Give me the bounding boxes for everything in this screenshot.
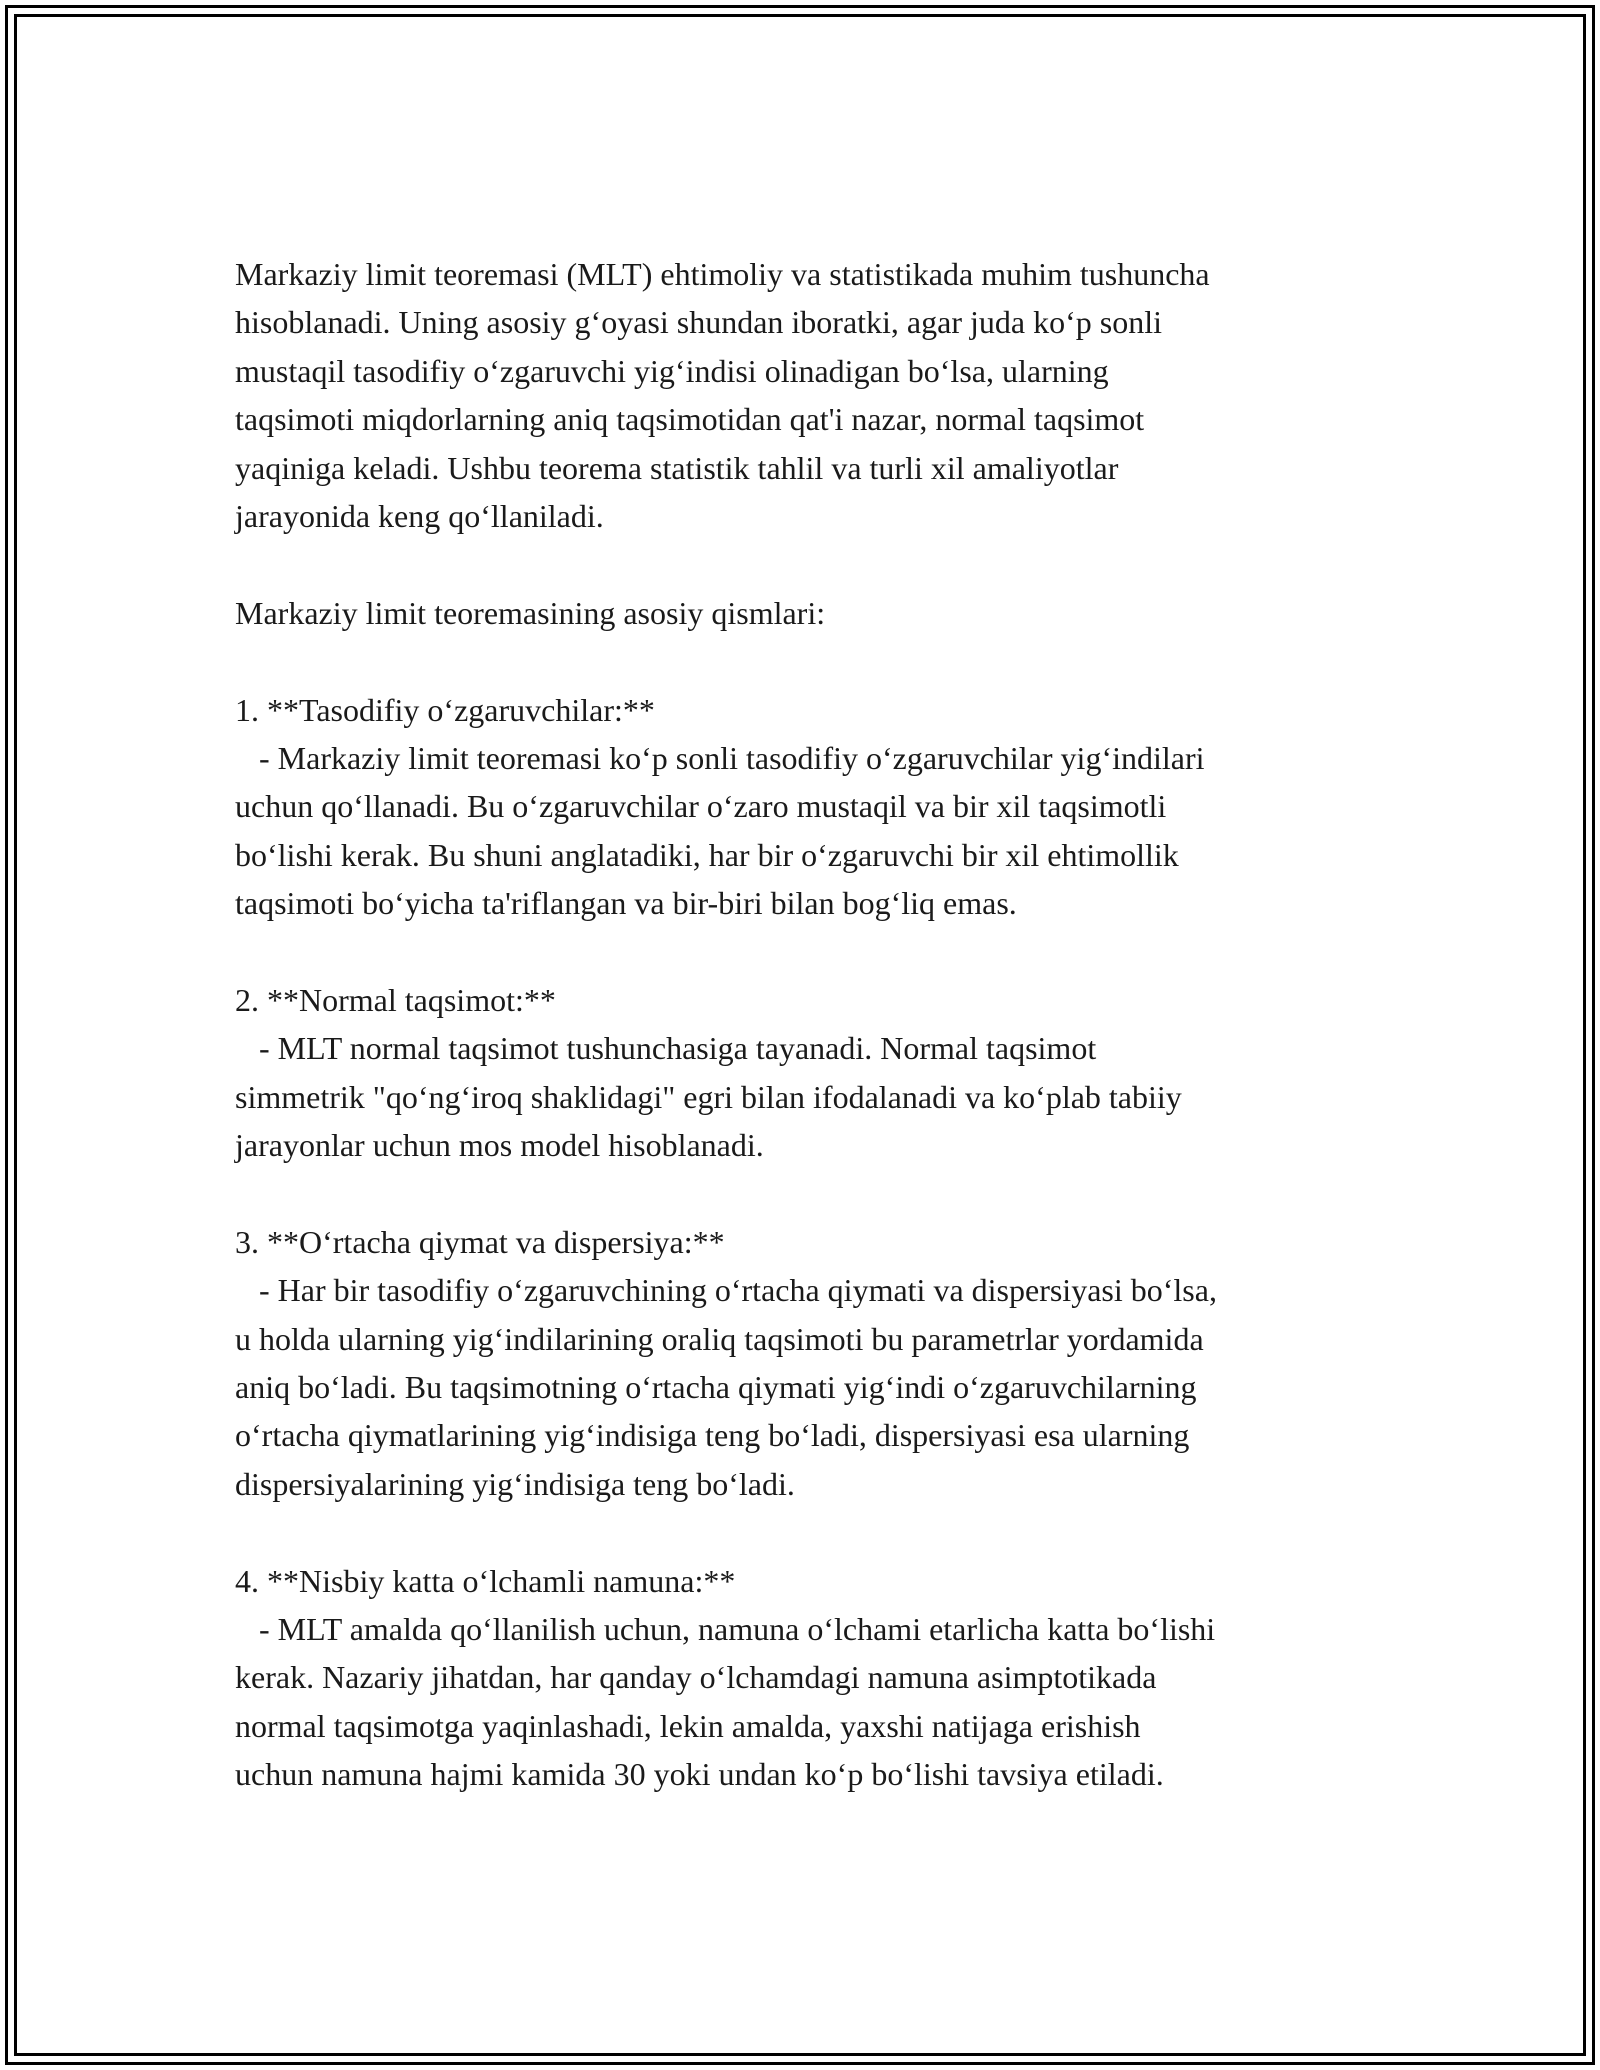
section-1 [235, 686, 1395, 928]
section-line: uchun namuna hajmi kamida 30 yoki undan ko‘p bo‘lishi tavsiya etiladi. [235, 1756, 1164, 1793]
intro-line: jarayonida keng qo‘llaniladi. [235, 497, 604, 534]
blank-line [235, 637, 1395, 685]
section-heading: 2. **Normal taqsimot:** [235, 981, 556, 1018]
section-line: - MLT amalda qo‘llanilish uchun, namuna o‘lchami etarlicha katta bo‘lishi [235, 1610, 1216, 1647]
section-3 [235, 1218, 1395, 1508]
section-line: dispersiyalarining yig‘indisiga teng bo‘ladi. [235, 1465, 795, 1502]
section-line: - Har bir tasodifiy o‘zgaruvchining o‘rtacha qiymati va dispersiyasi bo‘lsa, [235, 1272, 1217, 1309]
intro-line: yaqiniga keladi. Ushbu teorema statistik tahlil va turli xil amaliyotlar [235, 449, 1119, 486]
intro-line: hisoblanadi. Uning asosiy g‘oyasi shundan iboratki, agar juda ko‘p sonli [235, 304, 1162, 341]
intro-line: Markaziy limit teoremasi (MLT) ehtimoliy va statistikada muhim tushuncha [235, 256, 1210, 292]
document-body [235, 250, 1395, 1799]
section-line: jarayonlar uchun mos model hisoblanadi. [235, 1127, 764, 1164]
section-line: aniq bo‘ladi. Bu taqsimotning o‘rtacha qiymati yig‘indi o‘zgaruvchilarning [235, 1368, 1197, 1405]
blank-line [235, 1169, 1395, 1217]
section-line: taqsimoti bo‘yicha ta'riflangan va bir-biri bilan bog‘liq emas. [235, 885, 1017, 922]
section-2 [235, 976, 1395, 1170]
section-line: uchun qo‘llanadi. Bu o‘zgaruvchilar o‘zaro mustaqil va bir xil taqsimotli [235, 788, 1167, 825]
section-line: u holda ularning yig‘indilarining oraliq taqsimoti bu parametrlar yordamida [235, 1320, 1204, 1357]
intro-line: mustaqil tasodifiy o‘zgaruvchi yig‘indisi olinadigan bo‘lsa, ularning [235, 352, 1109, 389]
blank-line [235, 540, 1395, 588]
intro-paragraph [235, 250, 1395, 540]
subtitle: Markaziy limit teoremasining asosiy qismlari: [235, 594, 826, 631]
blank-line [235, 927, 1395, 975]
blank-line [235, 1508, 1395, 1556]
section-line: bo‘lishi kerak. Bu shuni anglatadiki, har bir o‘zgaruvchi bir xil ehtimollik [235, 836, 1179, 873]
section-heading: 3. **O‘rtacha qiymat va dispersiya:** [235, 1223, 725, 1260]
section-heading: 1. **Tasodifiy o‘zgaruvchilar:** [235, 691, 655, 728]
section-heading: 4. **Nisbiy katta o‘lchamli namuna:** [235, 1562, 736, 1599]
intro-line: taqsimoti miqdorlarning aniq taqsimotidan qat'i nazar, normal taqsimot [235, 401, 1145, 438]
section-line: normal taqsimotga yaqinlashadi, lekin amalda, yaxshi natijaga erishish [235, 1707, 1141, 1744]
section-line: o‘rtacha qiymatlarining yig‘indisiga teng bo‘ladi, dispersiyasi esa ularning [235, 1417, 1190, 1454]
section-line: kerak. Nazariy jihatdan, har qanday o‘lchamdagi namuna asimptotikada [235, 1659, 1157, 1696]
section-line: - Markaziy limit teoremasi ko‘p sonli tasodifiy o‘zgaruvchilar yig‘indilari [235, 739, 1205, 776]
section-4 [235, 1557, 1395, 1799]
section-line: - MLT normal taqsimot tushunchasiga tayanadi. Normal taqsimot [235, 1030, 1097, 1067]
section-line: simmetrik "qo‘ng‘iroq shaklidagi" egri bilan ifodalanadi va ko‘plab tabiiy [235, 1078, 1182, 1115]
